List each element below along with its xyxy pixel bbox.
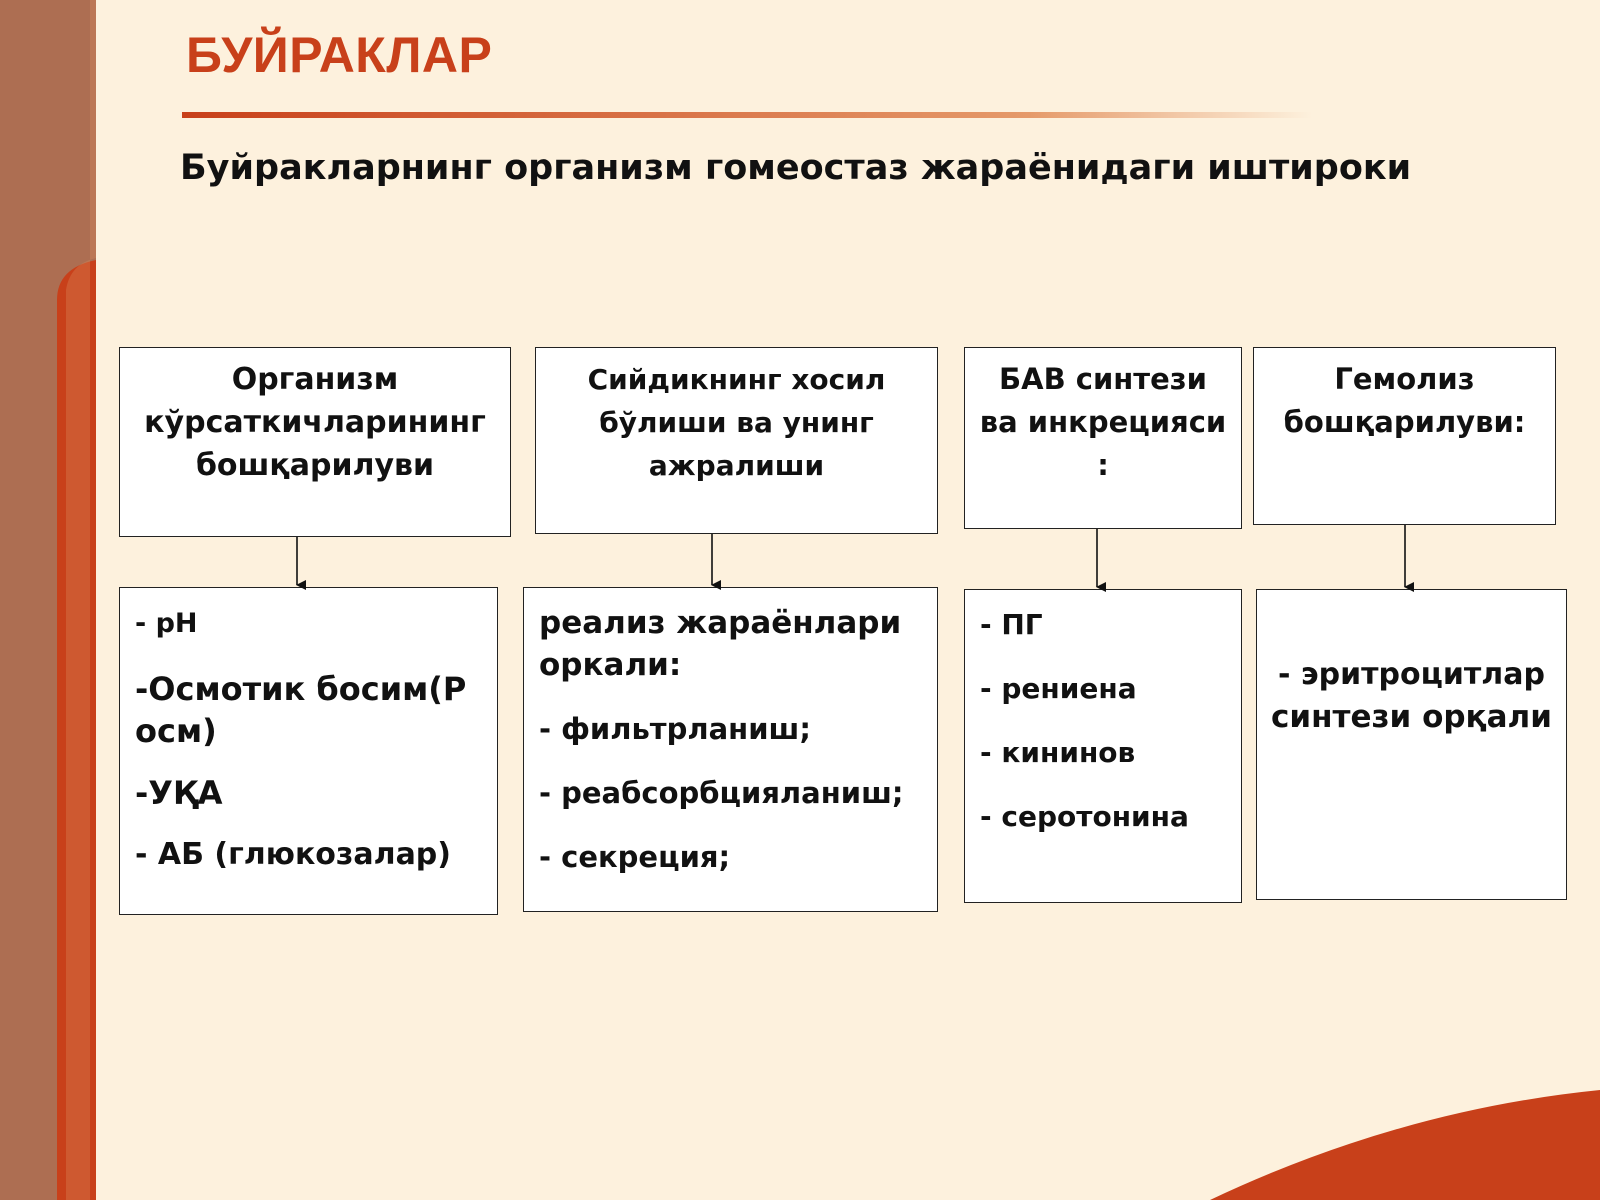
box-header-line: ажралиши bbox=[648, 449, 825, 482]
box-header-line: бошқарилуви bbox=[195, 448, 435, 483]
list-item: синтези орқали bbox=[1271, 699, 1552, 735]
list-item: - реабсорбцияланиш; bbox=[539, 776, 904, 810]
box-header-line: Сийдикнинг хосил bbox=[587, 363, 886, 396]
box-header-line: бошқарилуви: bbox=[1283, 405, 1526, 439]
list-item: - кининов bbox=[980, 736, 1136, 769]
list-item: -УҚА bbox=[135, 774, 223, 812]
box-header-line: Организм bbox=[231, 362, 399, 397]
list-item: оркали: bbox=[539, 647, 682, 683]
box-hemolysis-items bbox=[1256, 589, 1567, 900]
box-bav-synthesis bbox=[964, 347, 1242, 529]
box-header-line: бўлиши ва унинг bbox=[599, 406, 874, 439]
list-item: - серотонина bbox=[980, 800, 1189, 833]
list-item: осм) bbox=[135, 712, 217, 750]
title-underline bbox=[182, 112, 1312, 118]
list-item: реализ жараёнлари bbox=[539, 605, 902, 641]
box-header-line: : bbox=[1097, 448, 1109, 482]
list-item: - АБ (глюкозалар) bbox=[135, 837, 451, 872]
box-bav-items bbox=[964, 589, 1242, 903]
slide-title: БУЙРАКЛАР bbox=[186, 27, 493, 83]
box-header-line: Гемолиз bbox=[1334, 362, 1475, 396]
box-hemolysis bbox=[1253, 347, 1556, 525]
list-item: - рН bbox=[135, 608, 198, 639]
list-item: - фильтрланиш; bbox=[539, 712, 811, 746]
box-header-line: БАВ синтези bbox=[999, 362, 1207, 396]
box-urine-items bbox=[523, 587, 938, 912]
slide-subtitle: Буйракларнинг организм гомеостаз жараёнидаги иштироки bbox=[180, 148, 1412, 188]
box-header-line: кўрсаткичларининг bbox=[144, 405, 486, 440]
box-organism-items bbox=[119, 587, 498, 915]
corner-wave bbox=[1210, 1090, 1600, 1200]
box-organism-indicators bbox=[119, 347, 511, 537]
list-item: - эритроцитлар bbox=[1278, 657, 1545, 692]
list-item: - ПГ bbox=[980, 608, 1043, 641]
box-urine-formation bbox=[535, 347, 938, 534]
box-header-line: ва инкрецияси bbox=[979, 405, 1227, 439]
list-item: - рениена bbox=[980, 672, 1137, 705]
list-item: - секреция; bbox=[539, 840, 731, 874]
list-item: -Осмотик босим(Р bbox=[135, 670, 467, 708]
